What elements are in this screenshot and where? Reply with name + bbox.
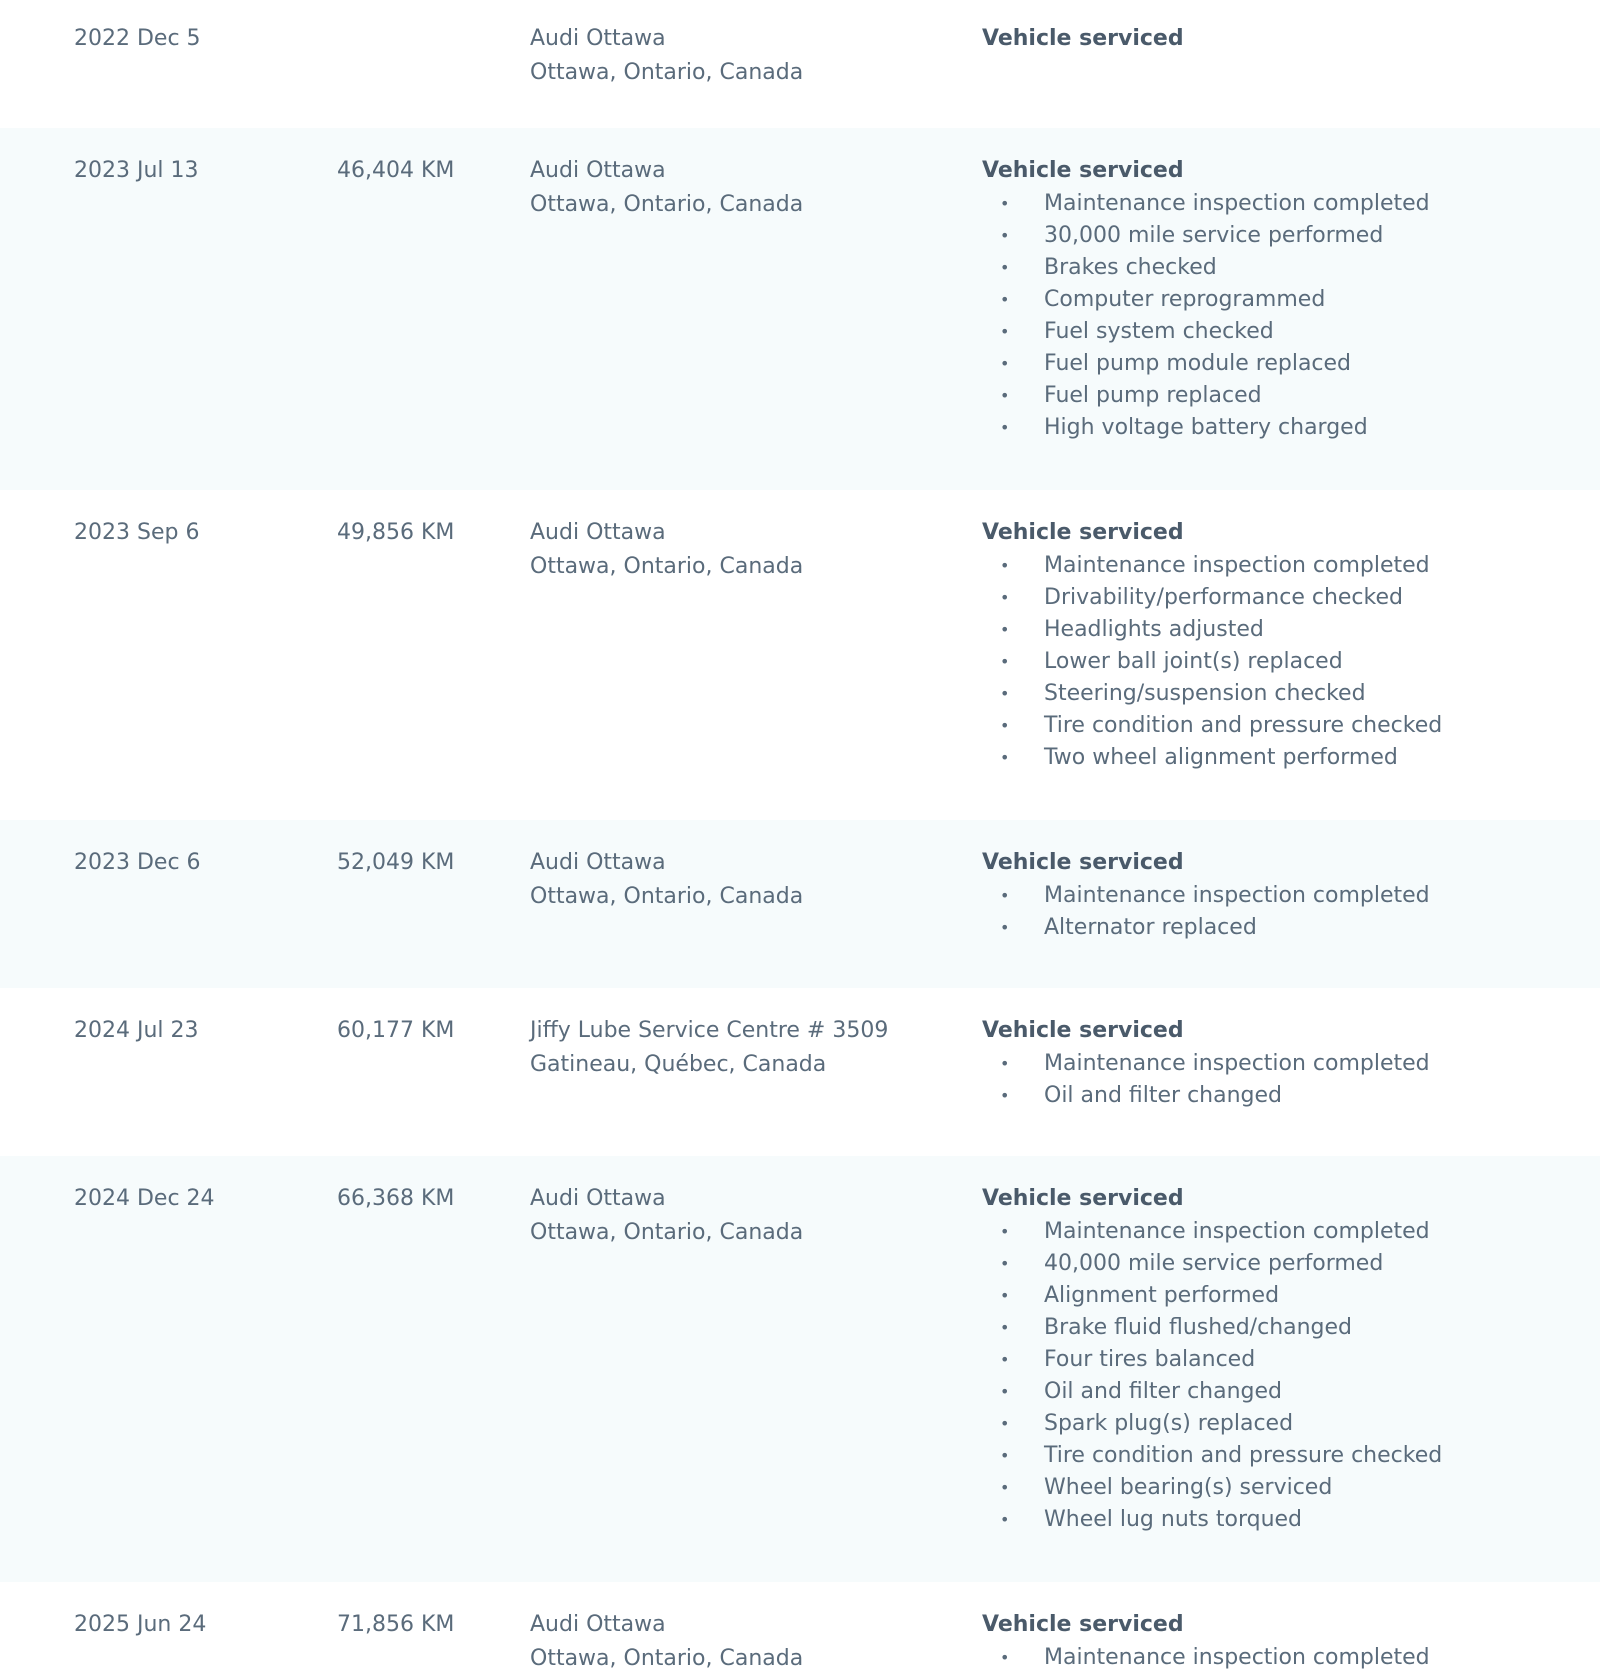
bullet-icon: • [1000,354,1010,373]
location-place: Ottawa, Ontario, Canada [530,60,804,85]
service-item [982,1280,1442,1312]
record-title: Vehicle serviced [982,1612,1184,1637]
service-item [982,550,1442,582]
location-place: Ottawa, Ontario, Canada [530,1220,804,1245]
service-items-list [982,1642,1430,1674]
location-name: Audi Ottawa [530,850,666,875]
service-item-label: Alignment performed [1044,1283,1280,1308]
bullet-icon: • [1000,588,1010,607]
service-item [982,220,1430,252]
service-items-list [982,188,1430,444]
service-item [982,188,1430,220]
bullet-icon: • [1000,620,1010,639]
service-item [982,1048,1430,1080]
service-item [982,880,1430,912]
service-item-label: Fuel pump module replaced [1044,351,1352,376]
bullet-icon: • [1000,1350,1010,1369]
service-item-label: Brake fluid flushed/changed [1044,1315,1353,1340]
service-item [982,742,1442,774]
record-details [982,154,1430,444]
record-date: 2023 Sep 6 [74,520,200,545]
service-items-list [982,550,1442,774]
bullet-icon: • [1000,1478,1010,1497]
service-item-label: Maintenance inspection completed [1044,1219,1430,1244]
bullet-icon: • [1000,1648,1010,1667]
record-odometer: 52,049 KM [337,850,455,875]
record-location [530,1608,803,1676]
bullet-icon: • [1000,1286,1010,1305]
service-record-row [0,490,1600,820]
service-item-label: 30,000 mile service performed [1044,223,1384,248]
record-date: 2024 Dec 24 [74,1186,215,1211]
service-items-list [982,1216,1442,1536]
record-details [982,846,1430,944]
record-details [982,1014,1430,1112]
location-name: Audi Ottawa [530,520,666,545]
service-item [982,316,1430,348]
record-title: Vehicle serviced [982,26,1184,51]
bullet-icon: • [1000,322,1010,341]
service-item-label: Spark plug(s) replaced [1044,1411,1294,1436]
service-item-label: Alternator replaced [1044,915,1257,940]
record-odometer: 71,856 KM [337,1612,455,1637]
service-item [982,1642,1430,1674]
bullet-icon: • [1000,1318,1010,1337]
record-location [530,1014,888,1082]
bullet-icon: • [1000,386,1010,405]
record-date: 2024 Jul 23 [74,1018,199,1043]
service-record-row [0,128,1600,490]
bullet-icon: • [1000,1382,1010,1401]
location-place: Gatineau, Québec, Canada [530,1052,827,1077]
bullet-icon: • [1000,918,1010,937]
bullet-icon: • [1000,1086,1010,1105]
record-details [982,22,1184,56]
service-item-label: Maintenance inspection completed [1044,1051,1430,1076]
service-item [982,646,1442,678]
record-odometer: 46,404 KM [337,158,455,183]
record-details [982,1182,1442,1536]
service-item-label: Oil and filter changed [1044,1083,1283,1108]
service-item [982,1472,1442,1504]
record-date: 2023 Dec 6 [74,850,201,875]
bullet-icon: • [1000,290,1010,309]
record-location [530,154,803,222]
record-title: Vehicle serviced [982,1018,1184,1043]
service-item-label: Maintenance inspection completed [1044,883,1430,908]
service-items-list [982,1048,1430,1112]
service-item-label: Brakes checked [1044,255,1217,280]
record-details [982,516,1442,774]
record-location [530,516,803,584]
record-location [530,1182,803,1250]
bullet-icon: • [1000,556,1010,575]
service-item [982,1344,1442,1376]
location-name: Audi Ottawa [530,1186,666,1211]
bullet-icon: • [1000,1414,1010,1433]
service-item [982,614,1442,646]
service-items-list [982,880,1430,944]
record-details [982,1608,1430,1674]
service-item-label: Fuel system checked [1044,319,1274,344]
service-item-label: Lower ball joint(s) replaced [1044,649,1343,674]
record-odometer: 49,856 KM [337,520,455,545]
location-name: Audi Ottawa [530,158,666,183]
service-item [982,678,1442,710]
service-item [982,1408,1442,1440]
record-title: Vehicle serviced [982,850,1184,875]
location-place: Ottawa, Ontario, Canada [530,192,804,217]
service-record-row [0,988,1600,1156]
service-item-label: Tire condition and pressure checked [1044,713,1443,738]
location-name: Audi Ottawa [530,1612,666,1637]
service-item-label: 40,000 mile service performed [1044,1251,1384,1276]
service-item-label: Maintenance inspection completed [1044,553,1430,578]
record-date: 2023 Jul 13 [74,158,199,183]
service-item-label: Wheel bearing(s) serviced [1044,1475,1333,1500]
service-item-label: Headlights adjusted [1044,617,1264,642]
service-item-label: Wheel lug nuts torqued [1044,1507,1303,1532]
record-title: Vehicle serviced [982,1186,1184,1211]
service-item-label: Fuel pump replaced [1044,383,1262,408]
record-odometer: 66,368 KM [337,1186,455,1211]
bullet-icon: • [1000,748,1010,767]
record-location [530,22,803,90]
record-date: 2025 Jun 24 [74,1612,207,1637]
record-title: Vehicle serviced [982,520,1184,545]
service-item [982,348,1430,380]
record-date: 2022 Dec 5 [74,26,201,51]
service-record-row [0,0,1600,128]
service-item-label: Drivability/performance checked [1044,585,1403,610]
bullet-icon: • [1000,652,1010,671]
service-record-row [0,1582,1600,1676]
service-item [982,284,1430,316]
location-place: Ottawa, Ontario, Canada [530,554,804,579]
service-item [982,1216,1442,1248]
location-place: Ottawa, Ontario, Canada [530,1646,804,1671]
service-item [982,1376,1442,1408]
service-item-label: Maintenance inspection completed [1044,1645,1430,1670]
service-item [982,1080,1430,1112]
service-record-row [0,1156,1600,1582]
service-item [982,1504,1442,1536]
bullet-icon: • [1000,258,1010,277]
service-item [982,1312,1442,1344]
service-item-label: Two wheel alignment performed [1044,745,1398,770]
bullet-icon: • [1000,1510,1010,1529]
service-item [982,1248,1442,1280]
bullet-icon: • [1000,1446,1010,1465]
service-item [982,710,1442,742]
service-item-label: High voltage battery charged [1044,415,1368,440]
bullet-icon: • [1000,716,1010,735]
service-item [982,412,1430,444]
record-location [530,846,803,914]
service-item-label: Oil and filter changed [1044,1379,1283,1404]
bullet-icon: • [1000,684,1010,703]
service-item [982,912,1430,944]
service-item-label: Computer reprogrammed [1044,287,1326,312]
service-item [982,252,1430,284]
bullet-icon: • [1000,418,1010,437]
service-item-label: Four tires balanced [1044,1347,1256,1372]
service-item [982,582,1442,614]
service-item [982,380,1430,412]
service-item-label: Tire condition and pressure checked [1044,1443,1443,1468]
service-item-label: Steering/suspension checked [1044,681,1366,706]
service-item-label: Maintenance inspection completed [1044,191,1430,216]
service-item [982,1440,1442,1472]
bullet-icon: • [1000,1054,1010,1073]
bullet-icon: • [1000,226,1010,245]
record-title: Vehicle serviced [982,158,1184,183]
location-name: Jiffy Lube Service Centre # 3509 [530,1018,889,1043]
bullet-icon: • [1000,886,1010,905]
bullet-icon: • [1000,1222,1010,1241]
bullet-icon: • [1000,194,1010,213]
service-record-row [0,820,1600,988]
bullet-icon: • [1000,1254,1010,1273]
record-odometer: 60,177 KM [337,1018,455,1043]
location-name: Audi Ottawa [530,26,666,51]
location-place: Ottawa, Ontario, Canada [530,884,804,909]
